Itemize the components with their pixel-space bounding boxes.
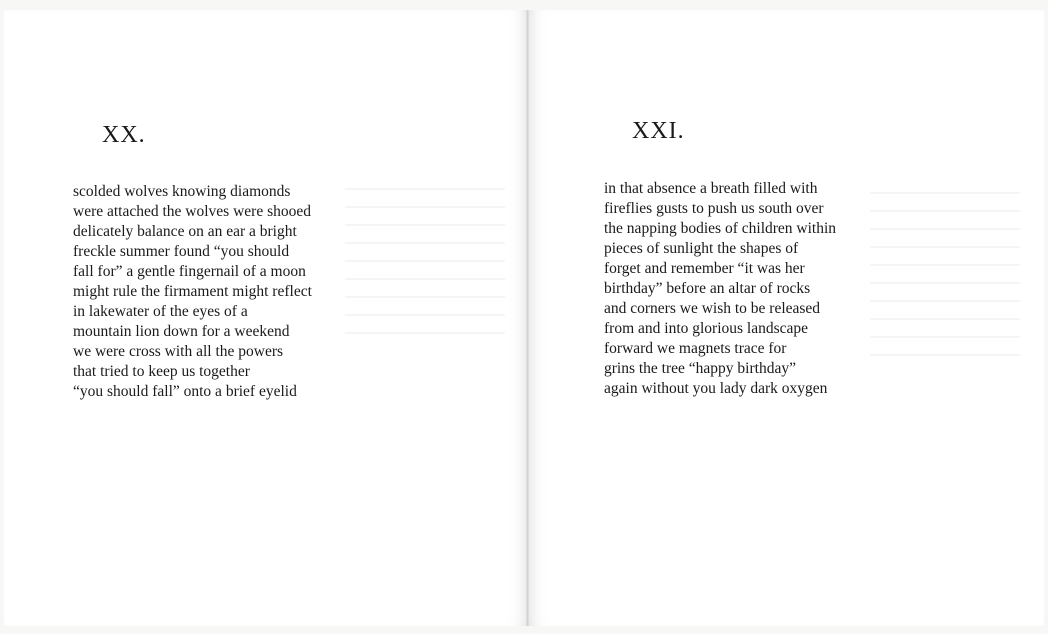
poem-line: and corners we wish to be released [604,300,821,317]
poem-line: we were cross with all the powers [73,343,284,360]
poem-line: fireflies gusts to push us south over [604,200,824,217]
poem-line: birthday” before an altar of rocks [604,280,811,297]
poem-line: pieces of sunlight the shapes of [604,240,799,257]
poem-line: were attached the wolves were shooed [73,203,311,220]
poem-line: might rule the firmament might reflect [73,283,312,300]
poem-line: fall for” a gentle fingernail of a moon [73,263,306,280]
left-poem [73,182,312,402]
poem-line: forward we magnets trace for [604,340,787,357]
right-bleed-through [870,192,1020,372]
right-poem-heading: XXI. [632,118,685,144]
poem-line: mountain lion down for a weekend [73,323,290,340]
poem-line: “you should fall” onto a brief eyelid [73,383,297,400]
poem-line: from and into glorious landscape [604,320,809,337]
poem-line: that tried to keep us together [73,363,250,380]
left-poem-heading: XX. [102,122,146,148]
poem-line: grins the tree “happy birthday” [604,360,796,377]
right-poem [604,179,836,399]
poem-line: in that absence a breath filled with [604,180,818,197]
poem-line: scolded wolves knowing diamonds [73,183,291,200]
left-bleed-through [345,188,505,350]
poem-line: delicately balance on an ear a bright [73,223,297,240]
book-gutter [526,10,529,626]
poem-line: the napping bodies of children within [604,220,837,237]
poem-line: in lakewater of the eyes of a [73,303,248,320]
poem-line: forget and remember “it was her [604,260,805,277]
poem-line: freckle summer found “you should [73,243,290,260]
poem-line: again without you lady dark oxygen [604,380,828,397]
